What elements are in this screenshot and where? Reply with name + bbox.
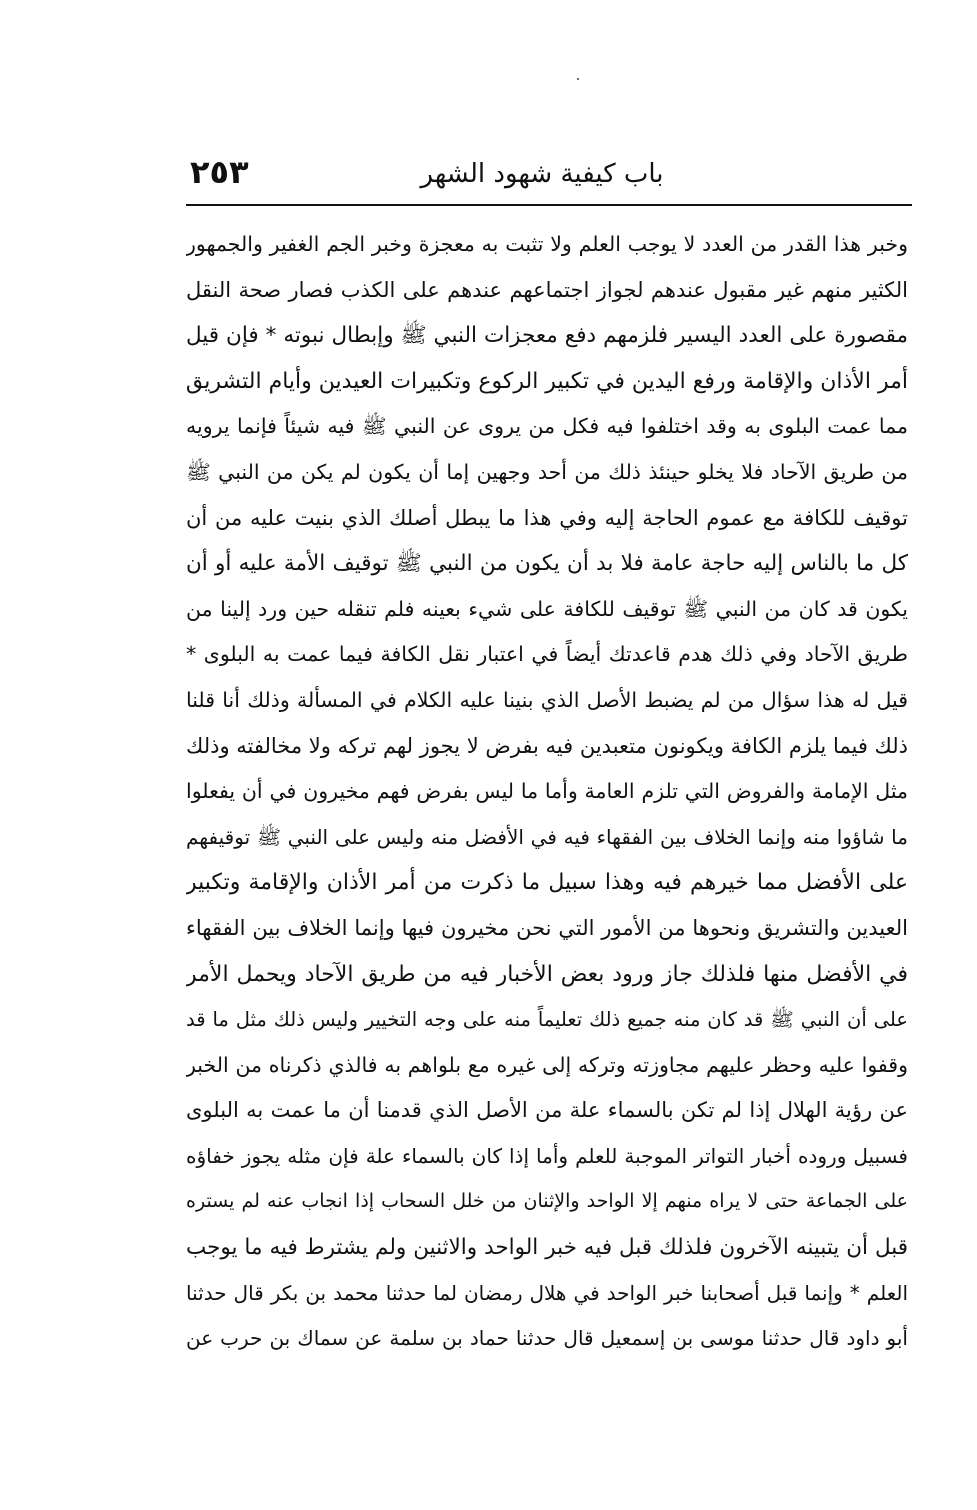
text-line: الكثير منهم غير مقبول عندهم لجواز اجتماعهم عندهم على الكذب فصار صحة النقل: [186, 277, 908, 302]
page-header: [182, 153, 902, 196]
text-line: وخبر هذا القدر من العدد لا يوجب العلم ولا تثبت به معجزة وخبر الجم الغفير والجمهور: [186, 232, 908, 256]
text-line: يكون قد كان من النبي ﷺ توقيف للكافة على شيء بعينه فلم تنقله حين ورد إلينا من: [186, 596, 908, 621]
text-line: على الأفضل مما خيرهم فيه وهذا سبيل ما ذكرت من أمر الأذان والإقامة وتكبير: [186, 870, 908, 896]
text-line: على أن النبي ﷺ قد كان منه جميع ذلك تعليماً منه على وجه التخيير وليس ذلك مثل ما قد: [186, 1008, 908, 1032]
text-line: العلم * وإنما قبل أصحابنا خبر الواحد في هلال رمضان لما حدثنا محمد بن بكر قال حدثنا: [186, 1280, 908, 1305]
text-line: فسبيل وروده أخبار التواتر الموجبة للعلم وأما إذا كان بالسماء علة فإن مثله يجوز خفاؤه: [186, 1143, 908, 1168]
text-line: توقيف للكافة مع عموم الحاجة إليه وفي هذا ما يبطل أصلك الذي بنيت عليه من أن: [186, 505, 908, 530]
text-line: طريق الآحاد وفي ذلك هدم قاعدتك أيضاً في اعتبار نقل الكافة فيما عمت به البلوى *: [186, 642, 908, 667]
body-text: [186, 222, 908, 1362]
text-line: مما عمت البلوى به وقد اختلفوا فيه فكل من يروى عن النبي ﷺ فيه شيئاً فإنما يرويه: [186, 414, 908, 439]
text-line: قبل أن يتبينه الآخرون فلذلك قبل فيه خبر الواحد والاثنين ولم يشترط فيه ما يوجب: [186, 1235, 908, 1261]
text-line: ذلك فيما يلزم الكافة ويكونون متعبدين فيه بفرض لا يجوز لهم تركه ولا مخالفته وذلك: [186, 733, 908, 758]
page-speck: [577, 78, 579, 80]
text-line: عن رؤية الهلال إذا لم تكن بالسماء علة من الأصل الذي قدمنا أن ما عمت به البلوى: [186, 1098, 908, 1123]
text-line: قيل له هذا سؤال من لم يضبط الأصل الذي بنينا عليه الكلام في المسألة وذلك أنا قلنا: [186, 687, 908, 712]
text-line: من طريق الآحاد فلا يخلو حينئذ ذلك من أحد وجهين إما أن يكون لم يكن من النبي ﷺ: [186, 459, 908, 484]
text-line: العيدين والتشريق ونحوها من الأمور التي نحن مخيرون فيها وإنما الخلاف بين الفقهاء: [186, 915, 908, 940]
text-line: كل ما بالناس إليه حاجة عامة فلا بد أن يكون من النبي ﷺ توقيف الأمة عليه أو أن: [186, 551, 908, 577]
text-line: أبو داود قال حدثنا موسى بن إسمعيل قال حدثنا حماد بن سلمة عن سماك بن حرب عن: [186, 1326, 908, 1351]
text-line: ما شاؤوا منه وإنما الخلاف بين الفقهاء فيه في الأفضل منه وليس على النبي ﷺ توقيفهم: [186, 824, 908, 849]
chapter-title: باب كيفية شهود الشهر: [420, 159, 664, 189]
text-line: في الأفضل منها فلذلك جاز ورود بعض الأخبار فيه من طريق الآحاد ويحمل الأمر: [186, 961, 908, 987]
text-line: أمر الأذان والإقامة ورفع اليدين في تكبير الركوع وتكبيرات العيدين وأيام التشريق: [186, 368, 908, 394]
text-line: مثل الإمامة والفروض التي تلزم العامة وأما ما ليس بفرض فهم مخيرون في أن يفعلوا: [186, 779, 908, 804]
text-line: مقصورة على العدد اليسير فلزمهم دفع معجزات النبي ﷺ وإبطال نبوته * فإن قيل: [186, 323, 908, 349]
page-number: ٢٥٣: [190, 153, 249, 191]
text-line: وقفوا عليه وحظر عليهم مجاوزته وتركه إلى غيره مع بلواهم به فالذي ذكرناه من الخبر: [186, 1052, 908, 1077]
header-divider: [186, 204, 912, 206]
text-line: على الجماعة حتى لا يراه منهم إلا الواحد والإثنان من خلل السحاب إذا انجاب عنه لم يستره: [186, 1190, 908, 1213]
